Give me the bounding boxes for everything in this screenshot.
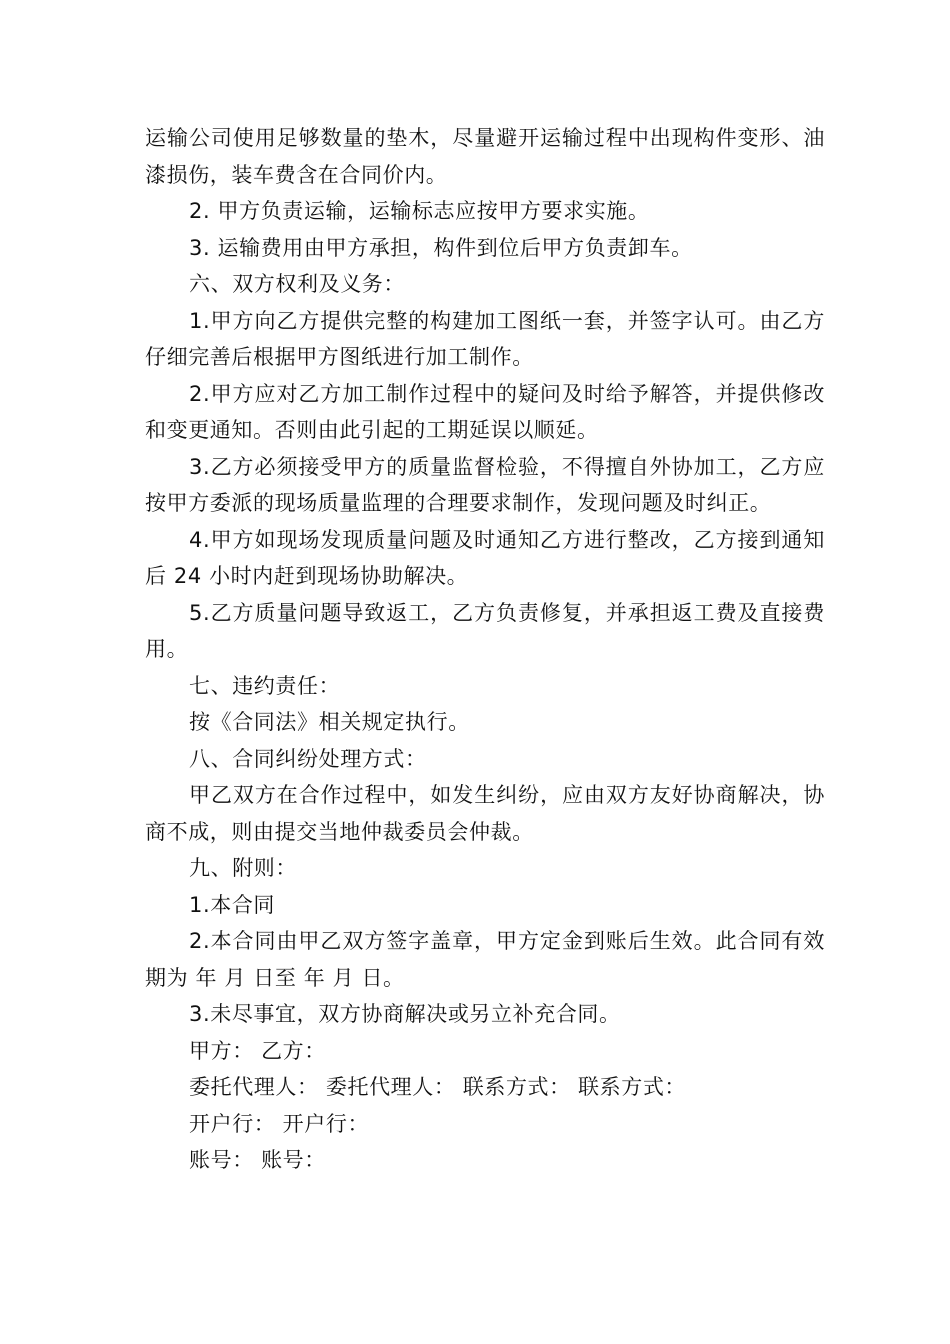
paragraph-clause-9-2: 2.本合同由甲乙双方签字盖章，甲方定金到账后生效。此合同有效期为 年 月 日至 年 月 日。	[145, 929, 825, 990]
section-heading-9: 九、附则：	[189, 856, 297, 880]
paragraph-clause-6-1: 1.甲方向乙方提供完整的构建加工图纸一套，并签字认可。由乙方仔细完善后根据甲方图纸进行加工制作。	[145, 308, 825, 369]
section-heading-8: 八、合同纠纷处理方式：	[189, 746, 427, 771]
paragraph-clause-6-3: 3.乙方必须接受甲方的质量监督检验，不得擅自外协加工，乙方应按甲方委派的现场质量监理的合理要求制作，发现问题及时纠正。	[145, 454, 825, 515]
paragraph-clause-7: 按《合同法》相关规定执行。	[189, 710, 470, 734]
paragraph-clause-8: 甲乙双方在合作过程中，如发生纠纷，应由双方友好协商解决，协商不成，则由提交当地仲裁委员会仲裁。	[145, 783, 825, 844]
paragraph-transport-continuation: 运输公司使用足够数量的垫木，尽量避开运输过程中出现构件变形、油漆损伤，装车费含在合同价内。	[145, 126, 825, 187]
paragraph-clause-9-3: 3.未尽事宜，双方协商解决或另立补充合同。	[189, 1002, 621, 1026]
section-heading-7: 七、违约责任：	[189, 673, 341, 698]
paragraph-clause-6-5: 5.乙方质量问题导致返工，乙方负责修复，并承担返工费及直接费用。	[145, 600, 825, 661]
paragraph-clause-5-3: 3. 运输费用由甲方承担，构件到位后甲方负责卸车。	[189, 235, 693, 260]
paragraph-clause-6-2: 2.甲方应对乙方加工制作过程中的疑问及时给予解答，并提供修改和变更通知。否则由此引起的工期延误以顺延。	[145, 381, 825, 442]
signature-bank-line: 开户行： 开户行：	[189, 1111, 370, 1136]
paragraph-clause-9-1: 1.本合同	[189, 892, 276, 917]
signature-agent-contact-line: 委托代理人： 委托代理人： 联系方式： 联系方式：	[189, 1075, 687, 1099]
paragraph-clause-5-2: 2. 甲方负责运输，运输标志应按甲方要求实施。	[189, 199, 650, 223]
signature-party-line: 甲方： 乙方：	[189, 1038, 326, 1063]
paragraph-clause-6-4: 4.甲方如现场发现质量问题及时通知乙方进行整改，乙方接到通知后 24 小时内赶到现场协助解决。	[145, 527, 825, 588]
signature-account-line: 账号： 账号：	[189, 1148, 326, 1172]
contract-body	[145, 120, 825, 1179]
section-heading-6: 六、双方权利及义务：	[189, 272, 405, 296]
